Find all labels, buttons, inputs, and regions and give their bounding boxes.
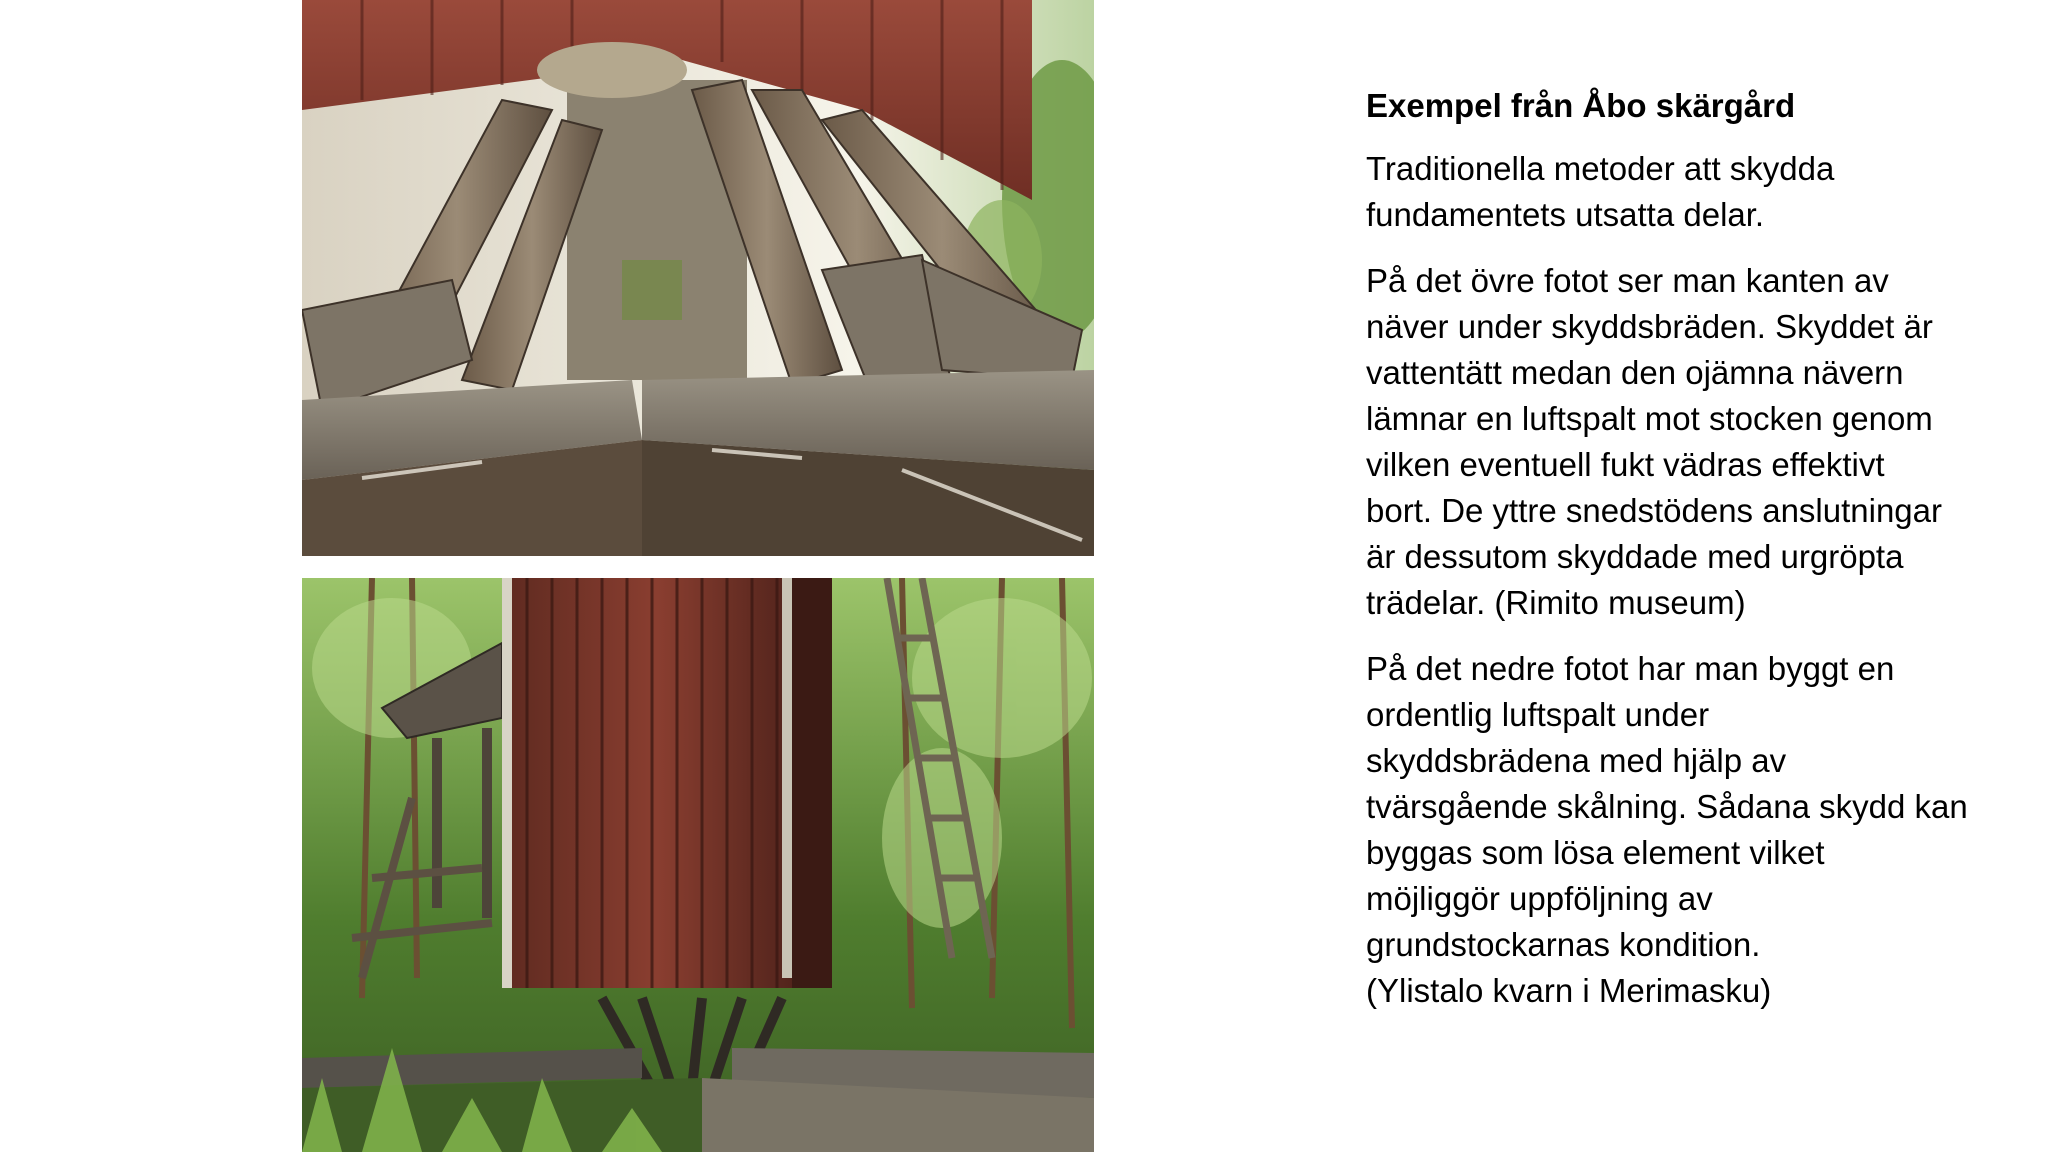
paragraph-line: (Ylistalo kvarn i Merimasku)	[1366, 972, 1772, 1009]
intro-paragraph	[1366, 146, 2006, 238]
paragraph-line: tvärsgående skålning. Sådana skydd kan	[1366, 788, 1968, 825]
paragraph-line: är dessutom skyddade med urgröpta	[1366, 538, 1904, 575]
photo-mill-foundation-graphic	[302, 0, 1094, 556]
paragraph-line: trädelar. (Rimito museum)	[1366, 584, 1746, 621]
paragraph-line: fundamentets utsatta delar.	[1366, 196, 1765, 233]
paragraph-line: skyddsbrädena med hjälp av	[1366, 742, 1787, 779]
slide-title: Exempel från Åbo skärgård	[1366, 87, 1796, 124]
photo-mill-foundation-rimito	[302, 0, 1094, 556]
paragraph-line: byggas som lösa element vilket	[1366, 834, 1825, 871]
paragraph-line: vilken eventuell fukt vädras effektivt	[1366, 446, 1885, 483]
paragraph-line: grundstockarnas kondition.	[1366, 926, 1761, 963]
paragraph-line: På det övre fotot ser man kanten av	[1366, 262, 1889, 299]
paragraph-line: ordentlig luftspalt under	[1366, 696, 1710, 733]
paragraph-line: lämnar en luftspalt mot stocken genom	[1366, 400, 1933, 437]
paragraph-line: Traditionella metoder att skydda	[1366, 150, 1835, 187]
paragraph-line: vattentätt medan den ojämna nävern	[1366, 354, 1904, 391]
paragraph-line: bort. De yttre snedstödens anslutningar	[1366, 492, 1943, 529]
paragraph-line: näver under skyddsbräden. Skyddet är	[1366, 308, 1933, 345]
paragraph-line: På det nedre fotot har man byggt en	[1366, 650, 1895, 687]
upper-photo-description	[1366, 258, 2006, 626]
photo-ylistalo-mill	[302, 578, 1094, 1152]
lower-photo-description	[1366, 646, 2006, 1014]
slide-text-column	[1366, 84, 2006, 1014]
paragraph-line: möjliggör uppföljning av	[1366, 880, 1713, 917]
photo-ylistalo-mill-graphic	[302, 578, 1094, 1152]
